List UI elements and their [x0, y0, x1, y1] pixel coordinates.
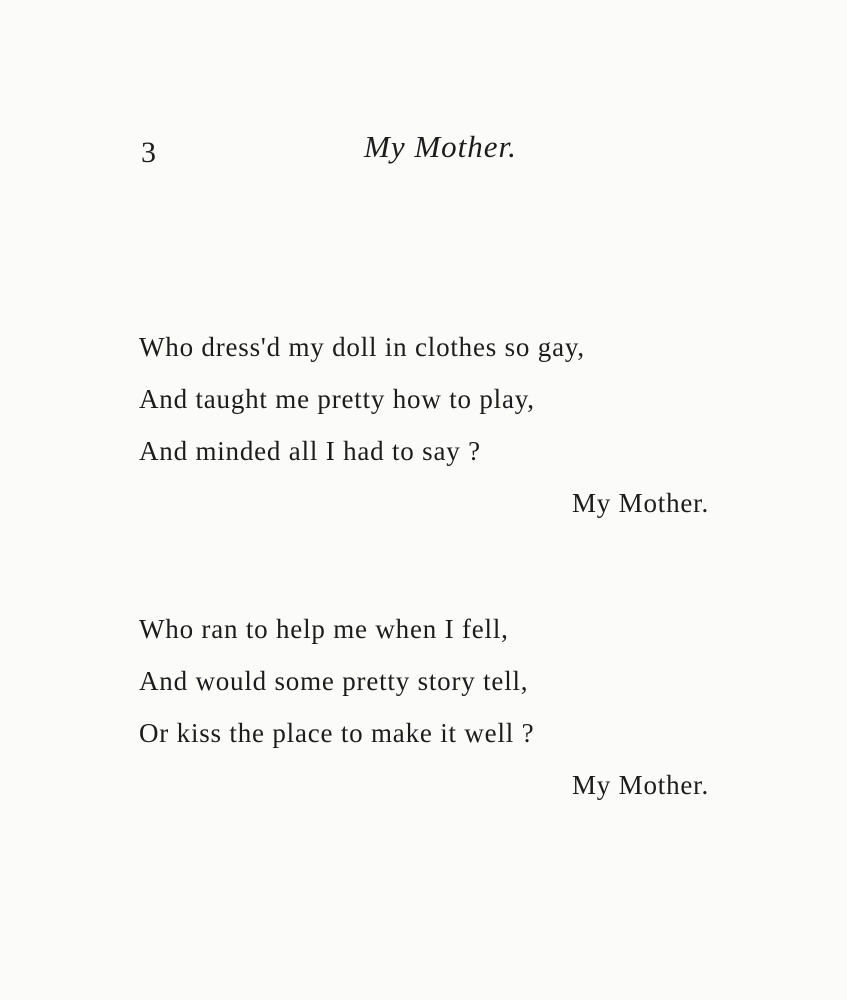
stanza-1	[139, 321, 739, 518]
verse-line: Who ran to help me when I fell,	[139, 614, 509, 644]
stanza-2	[139, 603, 739, 800]
verse-line: And minded all I had to say ?	[139, 436, 481, 466]
refrain: My Mother.	[572, 770, 710, 800]
page-number: 3	[141, 136, 156, 169]
verse-line: Who dress'd my doll in clothes so gay,	[139, 332, 585, 362]
running-title: My Mother.	[364, 129, 517, 164]
verse-line: Or kiss the place to make it well ?	[139, 718, 535, 748]
verse-line: And taught me pretty how to play,	[139, 384, 535, 414]
refrain: My Mother.	[572, 488, 710, 518]
verse-line: And would some pretty story tell,	[139, 666, 529, 696]
